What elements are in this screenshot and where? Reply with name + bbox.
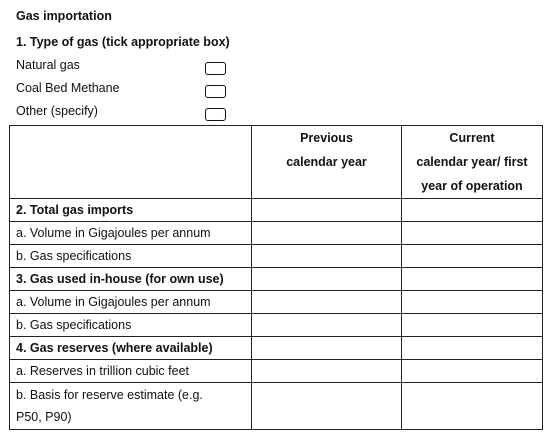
header-current-line3: year of operation bbox=[421, 179, 523, 193]
table-row bbox=[10, 222, 543, 245]
cell-input[interactable] bbox=[252, 291, 402, 314]
cell-input[interactable] bbox=[252, 314, 402, 337]
row-label: a. Volume in Gigajoules per annum bbox=[10, 291, 252, 314]
table-header-row bbox=[10, 126, 543, 199]
header-blank-cell bbox=[10, 126, 252, 199]
option-label-natural-gas: Natural gas bbox=[16, 58, 80, 72]
cell-input[interactable] bbox=[252, 268, 402, 291]
row-label-line1: b. Basis for reserve estimate (e.g. bbox=[16, 388, 203, 402]
cell-input[interactable] bbox=[402, 222, 543, 245]
section-gas-used-in-house: 3. Gas used in-house (for own use) bbox=[10, 268, 252, 291]
cell-input[interactable] bbox=[402, 291, 543, 314]
header-current-year bbox=[402, 126, 543, 199]
cell-input[interactable] bbox=[252, 199, 402, 222]
cell-input[interactable] bbox=[252, 245, 402, 268]
table-row bbox=[10, 337, 543, 360]
table-row bbox=[10, 360, 543, 383]
cell-input[interactable] bbox=[252, 383, 402, 430]
checkbox-natural-gas[interactable] bbox=[205, 62, 226, 75]
header-previous-line1: Previous bbox=[300, 131, 353, 145]
row-label-line2: P50, P90) bbox=[16, 410, 72, 424]
cell-input[interactable] bbox=[402, 383, 543, 430]
cell-input[interactable] bbox=[402, 314, 543, 337]
table-row bbox=[10, 245, 543, 268]
header-current-line2: calendar year/ first bbox=[416, 155, 528, 169]
checkbox-coal-bed-methane[interactable] bbox=[205, 85, 226, 98]
row-label: b. Gas specifications bbox=[10, 245, 252, 268]
section-gas-reserves: 4. Gas reserves (where available) bbox=[10, 337, 252, 360]
section-total-gas-imports: 2. Total gas imports bbox=[10, 199, 252, 222]
cell-input[interactable] bbox=[252, 222, 402, 245]
table-row bbox=[10, 199, 543, 222]
gas-import-table bbox=[9, 125, 543, 430]
header-current-line1: Current bbox=[449, 131, 495, 145]
form-heading: Gas importation bbox=[16, 9, 112, 23]
table-row bbox=[10, 268, 543, 291]
table-row bbox=[10, 291, 543, 314]
cell-input[interactable] bbox=[402, 337, 543, 360]
table-row bbox=[10, 383, 543, 430]
row-label: a. Reserves in trillion cubic feet bbox=[10, 360, 252, 383]
row-label-basis-estimate bbox=[10, 383, 252, 430]
cell-input[interactable] bbox=[252, 360, 402, 383]
header-previous-year bbox=[252, 126, 402, 199]
cell-input[interactable] bbox=[402, 245, 543, 268]
cell-input[interactable] bbox=[402, 360, 543, 383]
cell-input[interactable] bbox=[402, 199, 543, 222]
header-previous-line2: calendar year bbox=[286, 155, 367, 169]
row-label: b. Gas specifications bbox=[10, 314, 252, 337]
question-type-of-gas: 1. Type of gas (tick appropriate box) bbox=[16, 35, 230, 49]
cell-input[interactable] bbox=[402, 268, 543, 291]
table-row bbox=[10, 314, 543, 337]
option-label-coal-bed-methane: Coal Bed Methane bbox=[16, 81, 120, 95]
checkbox-other[interactable] bbox=[205, 108, 226, 121]
row-label: a. Volume in Gigajoules per annum bbox=[10, 222, 252, 245]
option-label-other: Other (specify) bbox=[16, 104, 98, 118]
cell-input[interactable] bbox=[252, 337, 402, 360]
